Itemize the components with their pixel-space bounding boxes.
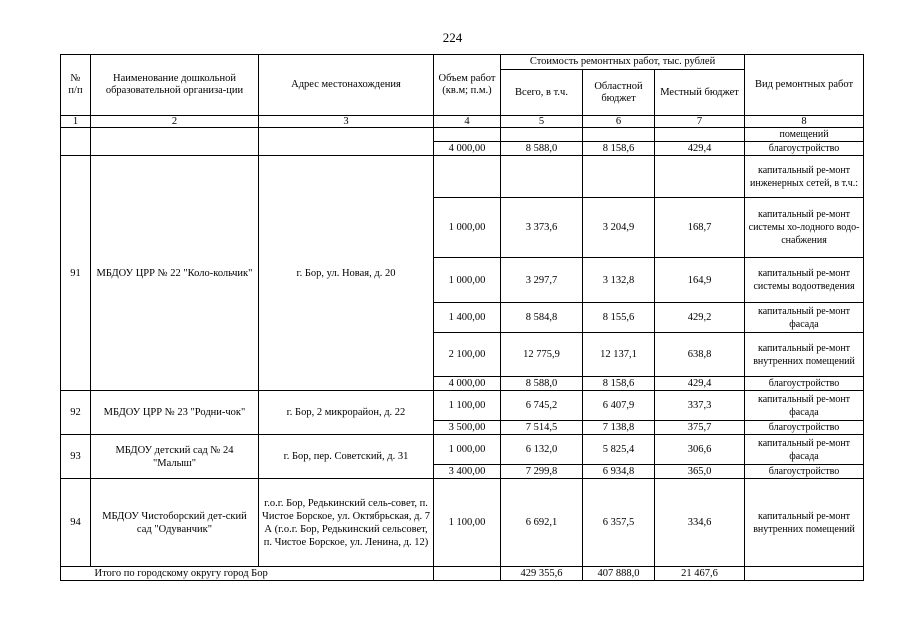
work-kind: капитальный ре-монт фасада [745,303,864,333]
work-kind: благоустройство [745,465,864,479]
column-number-row [61,116,864,128]
work-volume: 3 400,00 [434,465,501,479]
cost-regional: 5 825,4 [583,435,655,465]
header-num: № п/п [61,55,91,116]
cost-regional: 7 138,8 [583,421,655,435]
cost-regional: 3 204,9 [583,198,655,258]
cost-regional: 8 158,6 [583,142,655,156]
org-name [91,128,259,156]
cost-total: 6 132,0 [501,435,583,465]
total-label: Итого по городскому округу город Бор [91,567,434,581]
page-number: 224 [442,30,463,45]
row-num: 91 [61,156,91,391]
work-kind: капитальный ре-монт инженерных сетей, в т.ч.: [745,156,864,198]
cost-total: 12 775,9 [501,333,583,377]
cost-local [655,156,745,198]
cost-regional [583,156,655,198]
row-num: 94 [61,479,91,567]
table-header [61,55,864,128]
column-number: 5 [501,116,583,128]
header-kind: Вид ремонтных работ [745,55,864,116]
cost-local [655,128,745,142]
total-kind [745,567,864,581]
work-volume [434,128,501,142]
cost-total [501,128,583,142]
work-volume: 1 100,00 [434,391,501,421]
cost-regional: 6 934,8 [583,465,655,479]
column-number: 3 [259,116,434,128]
cost-regional: 6 407,9 [583,391,655,421]
work-volume: 1 400,00 [434,303,501,333]
cost-local: 429,4 [655,142,745,156]
total-volume [434,567,501,581]
org-address: г.о.г. Бор, Редькинский сель-совет, п. Чистое Борское, ул. Октябрьская, д. 7 А (г.о.г. Бор, Редькинский сельсовет, п. Чистое Борское, ул. Ленина, д. 12) [259,479,434,567]
work-kind: благоустройство [745,421,864,435]
header-total: Всего, в т.ч. [501,70,583,116]
cost-regional: 6 357,5 [583,479,655,567]
cost-total: 3 373,6 [501,198,583,258]
org-address [259,128,434,156]
table-row [61,435,864,465]
total-local: 21 467,6 [655,567,745,581]
org-name: МБДОУ ЦРР № 23 "Родни-чок" [91,391,259,435]
cost-regional: 8 158,6 [583,377,655,391]
total-regional: 407 888,0 [583,567,655,581]
cost-total: 8 584,8 [501,303,583,333]
cost-local: 365,0 [655,465,745,479]
row-num: 93 [61,435,91,479]
column-number: 2 [91,116,259,128]
header-address: Адрес местонахождения [259,55,434,116]
org-name: МБДОУ детский сад № 24 "Малыш" [91,435,259,479]
org-name: МБДОУ Чистоборский дет-ский сад "Одуванчик" [91,479,259,567]
work-kind: капитальный ре-монт внутренних помещений [745,333,864,377]
row-num: 92 [61,391,91,435]
work-kind: капитальный ре-монт фасада [745,435,864,465]
column-number: 8 [745,116,864,128]
work-volume: 3 500,00 [434,421,501,435]
work-volume: 4 000,00 [434,142,501,156]
cost-local: 429,2 [655,303,745,333]
cost-total: 7 299,8 [501,465,583,479]
total-num-cell [61,567,91,581]
cost-regional [583,128,655,142]
work-kind: благоустройство [745,377,864,391]
cost-regional: 3 132,8 [583,258,655,303]
work-kind: капитальный ре-монт системы хо-лодного водо-снабжения [745,198,864,258]
cost-total: 8 588,0 [501,377,583,391]
table-row [61,479,864,567]
cost-local: 638,8 [655,333,745,377]
column-number: 7 [655,116,745,128]
cost-local: 337,3 [655,391,745,421]
work-kind: благоустройство [745,142,864,156]
table-row [61,391,864,421]
cost-local: 164,9 [655,258,745,303]
row-num [61,128,91,156]
carryover-row [61,128,864,142]
column-number: 6 [583,116,655,128]
cost-total: 6 692,1 [501,479,583,567]
work-kind: капитальный ре-монт внутренних помещений [745,479,864,567]
header-regional: Областной бюджет [583,70,655,116]
cost-local: 375,7 [655,421,745,435]
work-kind: помещений [745,128,864,142]
work-volume: 2 100,00 [434,333,501,377]
work-volume: 1 000,00 [434,198,501,258]
header-local: Местный бюджет [655,70,745,116]
work-volume [434,156,501,198]
column-number: 4 [434,116,501,128]
org-address: г. Бор, 2 микрорайон, д. 22 [259,391,434,435]
total-row [61,567,864,581]
cost-total [501,156,583,198]
cost-total: 3 297,7 [501,258,583,303]
work-kind: капитальный ре-монт фасада [745,391,864,421]
cost-regional: 8 155,6 [583,303,655,333]
header-name: Наименование дошкольной образовательной организа-ции [91,55,259,116]
work-kind: капитальный ре-монт системы водоотведения [745,258,864,303]
column-number: 1 [61,116,91,128]
cost-local: 334,6 [655,479,745,567]
org-name: МБДОУ ЦРР № 22 "Коло-кольчик" [91,156,259,391]
work-volume: 1 000,00 [434,435,501,465]
cost-local: 429,4 [655,377,745,391]
header-cost-group: Стоимость ремонтных работ, тыс. рублей [501,55,745,70]
header-volume: Объем работ (кв.м; п.м.) [434,55,501,116]
work-volume: 1 000,00 [434,258,501,303]
cost-local: 306,6 [655,435,745,465]
cost-total: 8 588,0 [501,142,583,156]
repair-cost-table [60,54,864,581]
cost-regional: 12 137,1 [583,333,655,377]
org-address: г. Бор, ул. Новая, д. 20 [259,156,434,391]
work-volume: 1 100,00 [434,479,501,567]
org-address: г. Бор, пер. Советский, д. 31 [259,435,434,479]
cost-total: 6 745,2 [501,391,583,421]
work-volume: 4 000,00 [434,377,501,391]
cost-total: 7 514,5 [501,421,583,435]
total-sum: 429 355,6 [501,567,583,581]
cost-local: 168,7 [655,198,745,258]
table-row [61,156,864,198]
